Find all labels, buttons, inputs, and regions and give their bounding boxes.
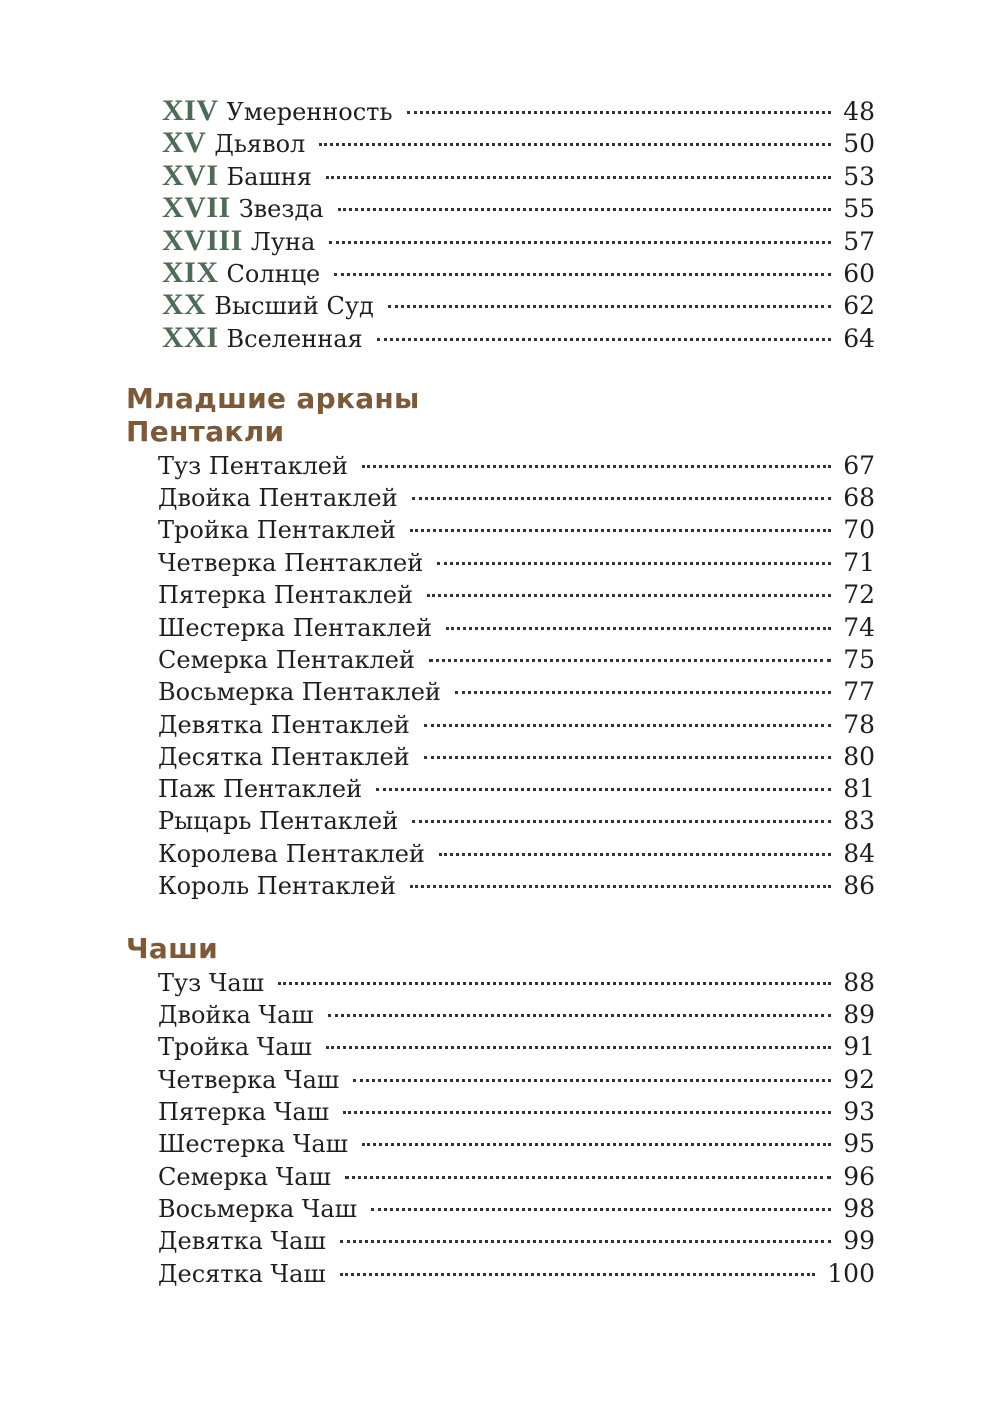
- entry-page: 74: [843, 613, 875, 642]
- entry-page: 95: [843, 1129, 875, 1158]
- dot-leader: [437, 562, 831, 565]
- entry-numeral: XV: [162, 126, 207, 159]
- entry-title: Звезда: [238, 195, 324, 223]
- section-heading-minor-arcana: Младшие арканы: [126, 382, 420, 415]
- entry-numeral: XXI: [162, 321, 219, 354]
- entry-title: Семерка Чаш: [158, 1163, 331, 1191]
- entry-numeral: XX: [162, 288, 207, 321]
- toc-entry[interactable]: [158, 580, 875, 612]
- toc-entry[interactable]: [162, 256, 875, 288]
- dot-leader: [362, 1143, 831, 1146]
- toc-entry[interactable]: [158, 451, 875, 483]
- entry-title: Королева Пентаклей: [158, 840, 425, 868]
- dot-leader: [340, 1273, 816, 1276]
- dot-leader: [338, 208, 831, 211]
- toc-entry[interactable]: [158, 1000, 875, 1032]
- entry-title: Дьявол: [214, 130, 306, 158]
- toc-entry[interactable]: [158, 1097, 875, 1129]
- entry-page: 91: [843, 1032, 875, 1061]
- toc-entry[interactable]: [162, 126, 875, 158]
- toc-entry[interactable]: [158, 806, 875, 838]
- toc-entry[interactable]: [162, 159, 875, 191]
- entry-page: 48: [843, 97, 875, 126]
- subsection-heading-pentacles: Пентакли: [126, 415, 285, 448]
- entry-title: Луна: [250, 228, 316, 256]
- entry-title: Вселенная: [226, 325, 363, 353]
- entry-title: Туз Чаш: [158, 969, 265, 997]
- entry-page: 100: [827, 1259, 875, 1288]
- toc-entry[interactable]: [158, 677, 875, 709]
- entry-title: Умеренность: [226, 98, 393, 126]
- entry-page: 67: [843, 451, 875, 480]
- entry-page: 64: [843, 324, 875, 353]
- dot-leader: [376, 788, 831, 791]
- toc-entry[interactable]: [158, 742, 875, 774]
- entry-page: 71: [843, 548, 875, 577]
- entry-page: 93: [843, 1097, 875, 1126]
- entry-title: Десятка Пентаклей: [158, 743, 410, 771]
- toc-entry[interactable]: [158, 645, 875, 677]
- entry-numeral: XIX: [162, 256, 219, 289]
- entry-title: Четверка Чаш: [158, 1066, 340, 1094]
- entry-page: 89: [843, 1000, 875, 1029]
- toc-entry[interactable]: [158, 613, 875, 645]
- dot-leader: [424, 756, 831, 759]
- toc-entry[interactable]: [158, 1226, 875, 1258]
- toc-entry[interactable]: [158, 871, 875, 903]
- entry-page: 77: [843, 677, 875, 706]
- entry-page: 68: [843, 483, 875, 512]
- dot-leader: [328, 1014, 831, 1017]
- entry-page: 78: [843, 710, 875, 739]
- dot-leader: [326, 176, 831, 179]
- dot-leader: [427, 594, 831, 597]
- entry-title: Рыцарь Пентаклей: [158, 807, 399, 835]
- dot-leader: [343, 1111, 831, 1114]
- entry-title: Девятка Пентаклей: [158, 711, 410, 739]
- entry-page: 60: [843, 259, 875, 288]
- dot-leader: [353, 1079, 831, 1082]
- dot-leader: [345, 1176, 831, 1179]
- subsection-heading-cups: Чаши: [126, 932, 219, 965]
- entry-page: 81: [843, 774, 875, 803]
- dot-leader: [329, 241, 831, 244]
- toc-entry[interactable]: [158, 1065, 875, 1097]
- entry-title: Девятка Чаш: [158, 1227, 326, 1255]
- entry-title: Король Пентаклей: [158, 872, 396, 900]
- dot-leader: [424, 724, 831, 727]
- toc-entry[interactable]: [158, 839, 875, 871]
- toc-entry[interactable]: [158, 710, 875, 742]
- entry-title: Паж Пентаклей: [158, 775, 363, 803]
- entry-page: 50: [843, 129, 875, 158]
- dot-leader: [388, 305, 831, 308]
- dot-leader: [326, 1046, 831, 1049]
- entry-title: Солнце: [226, 260, 321, 288]
- dot-leader: [377, 338, 831, 341]
- dot-leader: [334, 273, 831, 276]
- toc-entry[interactable]: [162, 321, 875, 353]
- toc-entry[interactable]: [158, 774, 875, 806]
- toc-entry[interactable]: [158, 483, 875, 515]
- toc-entry[interactable]: [158, 548, 875, 580]
- entry-page: 70: [843, 515, 875, 544]
- entry-title: Туз Пентаклей: [158, 452, 349, 480]
- entry-page: 84: [843, 839, 875, 868]
- entry-page: 96: [843, 1162, 875, 1191]
- toc-entry[interactable]: [162, 224, 875, 256]
- dot-leader: [412, 820, 831, 823]
- entry-title: Шестерка Чаш: [158, 1130, 348, 1158]
- dot-leader: [362, 465, 831, 468]
- entry-page: 53: [843, 162, 875, 191]
- entry-page: 99: [843, 1226, 875, 1255]
- toc-entry[interactable]: [158, 1032, 875, 1064]
- toc-entry[interactable]: [162, 191, 875, 223]
- dot-leader: [455, 691, 831, 694]
- entry-title: Десятка Чаш: [158, 1260, 326, 1288]
- entry-page: 98: [843, 1194, 875, 1223]
- entry-page: 88: [843, 968, 875, 997]
- entry-page: 57: [843, 227, 875, 256]
- entry-numeral: XVIII: [162, 224, 243, 257]
- entry-numeral: XVII: [162, 191, 231, 224]
- entry-title: Пятерка Чаш: [158, 1098, 330, 1126]
- entry-title: Высший Суд: [214, 292, 374, 320]
- entry-page: 75: [843, 645, 875, 674]
- entry-numeral: XVI: [162, 159, 219, 192]
- entry-title: Семерка Пентаклей: [158, 646, 415, 674]
- dot-leader: [371, 1208, 831, 1211]
- dot-leader: [410, 529, 831, 532]
- entry-title: Восьмерка Чаш: [158, 1195, 357, 1223]
- entry-numeral: XIV: [162, 94, 219, 127]
- dot-leader: [412, 497, 831, 500]
- entry-title: Шестерка Пентаклей: [158, 614, 432, 642]
- entry-title: Башня: [226, 163, 312, 191]
- dot-leader: [340, 1240, 831, 1243]
- entry-page: 86: [843, 871, 875, 900]
- toc-entry[interactable]: [158, 1129, 875, 1161]
- entry-page: 83: [843, 806, 875, 835]
- entry-page: 72: [843, 580, 875, 609]
- toc-entry[interactable]: [162, 288, 875, 320]
- dot-leader: [410, 885, 831, 888]
- dot-leader: [278, 982, 831, 985]
- entry-page: 62: [843, 291, 875, 320]
- dot-leader: [429, 659, 831, 662]
- toc-entry[interactable]: [158, 968, 875, 1000]
- dot-leader: [407, 111, 831, 114]
- entry-title: Тройка Пентаклей: [158, 516, 396, 544]
- entry-title: Четверка Пентаклей: [158, 549, 424, 577]
- entry-page: 80: [843, 742, 875, 771]
- entry-page: 55: [843, 194, 875, 223]
- entry-title: Восьмерка Пентаклей: [158, 678, 441, 706]
- toc-entry[interactable]: [158, 1194, 875, 1226]
- entry-page: 92: [843, 1065, 875, 1094]
- toc-entry[interactable]: [162, 94, 875, 126]
- entry-title: Тройка Чаш: [158, 1033, 312, 1061]
- entry-title: Двойка Пентаклей: [158, 484, 398, 512]
- entry-title: Двойка Чаш: [158, 1001, 314, 1029]
- dot-leader: [439, 853, 831, 856]
- entry-title: Пятерка Пентаклей: [158, 581, 414, 609]
- dot-leader: [319, 143, 831, 146]
- dot-leader: [446, 627, 831, 630]
- toc-entry[interactable]: [158, 515, 875, 547]
- toc-entry[interactable]: [158, 1259, 875, 1291]
- toc-entry[interactable]: [158, 1162, 875, 1194]
